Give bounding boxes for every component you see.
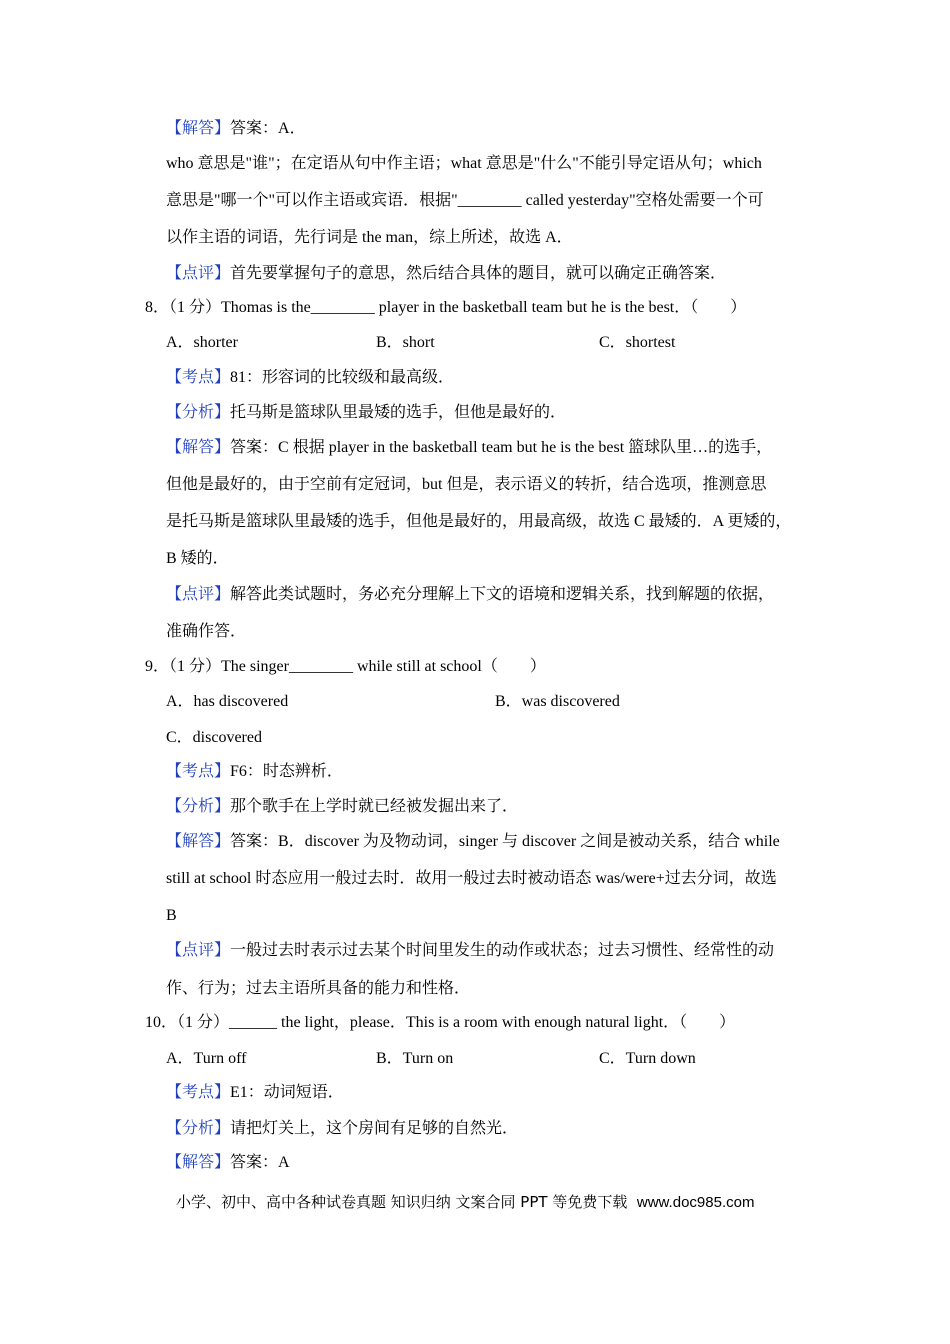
line-text: 答案：A． — [230, 120, 306, 137]
analysis-line — [166, 403, 566, 423]
tag-label: 【分析】 — [166, 798, 231, 815]
answer-text-line: 但他是最好的，由于空前有定冠词，but 但是，表示语义的转折，结合选项，推测意思 — [166, 476, 767, 493]
line-text: 答案：B．discover 为及物动词，singer 与 discover 之间是被动关系，结合 while — [230, 833, 780, 850]
answer-line — [166, 832, 780, 852]
answer-line — [166, 119, 306, 139]
answer-text-line: B 矮的． — [166, 550, 229, 567]
tag-label: 【考点】 — [166, 763, 231, 780]
comment-line — [166, 941, 774, 961]
answer-line — [166, 1153, 290, 1173]
tag-label: 【解答】 — [166, 833, 231, 850]
line-text: 81：形容词的比较级和最高级． — [230, 369, 455, 386]
page-footer — [176, 1191, 754, 1212]
line-text: 首先要掌握句子的意思，然后结合具体的题目，就可以确定正确答案． — [230, 265, 727, 282]
tag-label: 【点评】 — [166, 942, 231, 959]
tag-label: 【解答】 — [166, 120, 231, 137]
option-b: B．short — [376, 334, 435, 351]
tag-label: 【解答】 — [166, 439, 231, 456]
option-a: A．has discovered — [166, 693, 289, 710]
question-9: 9．（1 分）The singer________ while still at school（ ） — [145, 658, 546, 675]
option-a: A．shorter — [166, 334, 238, 351]
keypoint-line — [166, 762, 343, 782]
tag-label: 【考点】 — [166, 1084, 231, 1101]
option-b: B．was discovered — [495, 693, 620, 710]
answer-text-line: who 意思是"谁"；在定语从句中作主语；what 意思是"什么"不能引导定语从句；which — [166, 155, 762, 172]
answer-text-line: B — [166, 907, 177, 924]
analysis-line — [166, 797, 518, 817]
option-c: C．discovered — [166, 729, 262, 746]
footer-url-link[interactable]: www.doc985.com — [636, 1194, 755, 1211]
line-text: 答案：A — [230, 1154, 290, 1171]
keypoint-line — [166, 368, 454, 388]
answer-text-line: 是托马斯是篮球队里最矮的选手，但他是最好的，用最高级，故选 C 最矮的．A 更矮的， — [166, 513, 792, 530]
keypoint-line — [166, 1083, 344, 1103]
answer-line — [166, 438, 772, 458]
question-10: 10．（1 分）______ the light，please．This is a room with enough natural light．（ ） — [145, 1014, 736, 1031]
line-text: 解答此类试题时，务必充分理解上下文的语境和逻辑关系，找到解题的依据， — [230, 586, 775, 603]
comment-text-line: 准确作答． — [166, 623, 247, 640]
option-a: A．Turn off — [166, 1050, 247, 1067]
comment-line — [166, 264, 726, 284]
line-text: 请把灯关上，这个房间有足够的自然光． — [230, 1120, 519, 1137]
comment-text-line: 作、行为；过去主语所具备的能力和性格． — [166, 980, 471, 997]
tag-label: 【考点】 — [166, 369, 231, 386]
option-c: C．shortest — [599, 334, 676, 351]
line-text: F6：时态辨析． — [230, 763, 343, 780]
option-c: C．Turn down — [599, 1050, 696, 1067]
answer-text-line: 意思是"哪一个"可以作主语或宾语．根据"________ called yesterday"空格处需要一个可 — [166, 192, 764, 209]
tag-label: 【点评】 — [166, 586, 231, 603]
line-text: 答案：C 根据 player in the basketball team but he is the best 篮球队里…的选手， — [230, 439, 773, 456]
line-text: 一般过去时表示过去某个时间里发生的动作或状态；过去习惯性、经常性的动 — [230, 942, 775, 959]
question-8: 8．（1 分）Thomas is the________ player in the basketball team but he is the best．（ ） — [145, 299, 747, 316]
option-b: B．Turn on — [376, 1050, 454, 1067]
tag-label: 【解答】 — [166, 1154, 231, 1171]
line-text: 托马斯是篮球队里最矮的选手，但他是最好的． — [230, 404, 567, 421]
answer-text-line: 以作主语的词语，先行词是 the man，综上所述，故选 A． — [166, 229, 573, 246]
analysis-line — [166, 1119, 518, 1139]
answer-text-line: still at school 时态应用一般过去时．故用一般过去时被动语态 was/were+过去分词，故选 — [166, 870, 777, 887]
tag-label: 【分析】 — [166, 404, 231, 421]
tag-label: 【点评】 — [166, 265, 231, 282]
line-text: E1：动词短语． — [230, 1084, 344, 1101]
footer-text: 小学、初中、高中各种试卷真题 知识归纳 文案合同 PPT 等免费下载 — [176, 1193, 628, 1211]
tag-label: 【分析】 — [166, 1120, 231, 1137]
comment-line — [166, 585, 774, 605]
line-text: 那个歌手在上学时就已经被发掘出来了． — [230, 798, 519, 815]
